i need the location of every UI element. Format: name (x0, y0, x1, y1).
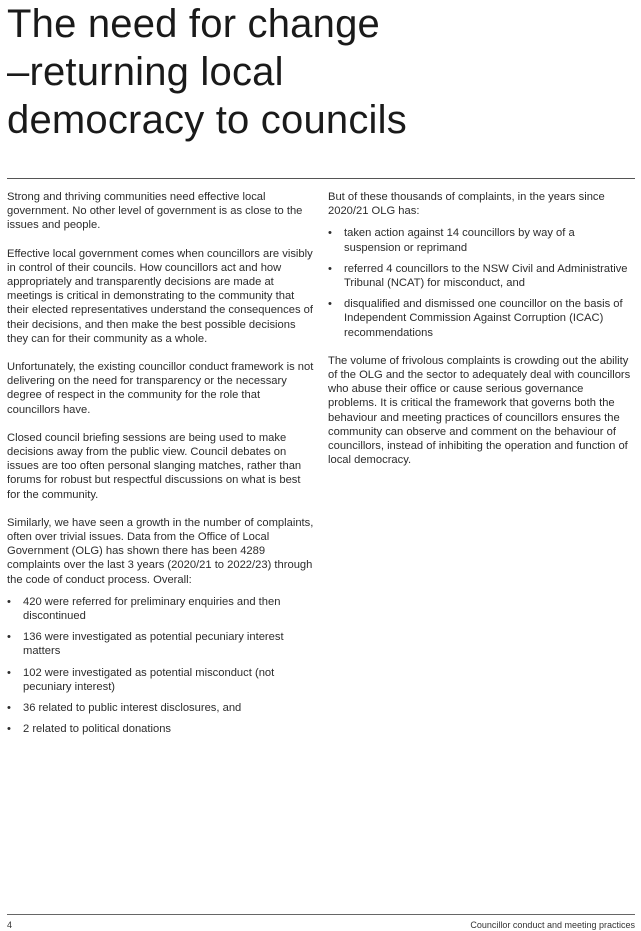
paragraph: Effective local government comes when councillors are visibly in control of their councils. How councillors act and how appropriately and transparently decisions are made at meetings is critical in demonstrating to the community that their elected representatives understand the consequences of their decisions, and then make the best possible decisions they can for their community as a whole. (7, 247, 313, 345)
olg-actions-list (328, 226, 634, 339)
list-item (7, 630, 315, 658)
paragraph: But of these thousands of complaints, in the years since 2020/21 OLG has: (328, 191, 605, 218)
complaints-breakdown-list (7, 595, 315, 737)
left-column (7, 190, 315, 751)
paragraph: Unfortunately, the existing councillor conduct framework is not delivering on the need for transparency or the necessary degree of respect in the community for the role that councillors have. (7, 361, 314, 416)
list-item-text: disqualified and dismissed one councillor on the basis of Independent Commission Against Corruption (ICAC) recommendations (344, 298, 623, 339)
bullet-icon: • (7, 723, 11, 736)
page-title-line-2: –returning local (7, 50, 284, 94)
list-item-text: referred 4 councillors to the NSW Civil and Administrative Tribunal (NCAT) for misconduct, and (344, 262, 628, 290)
title-divider (7, 178, 635, 179)
list-item-text: 420 were referred for preliminary enquiries and then discontinued (23, 595, 281, 623)
list-item (328, 297, 634, 340)
footer-document-title: Councillor conduct and meeting practices (470, 920, 635, 930)
list-item-text: 2 related to political donations (23, 723, 172, 736)
list-item (7, 595, 315, 623)
bullet-icon: • (7, 631, 11, 644)
page-title-line-1: The need for change (7, 2, 380, 46)
paragraph: Similarly, we have seen a growth in the number of complaints, often over trivial issues. Data from the Office of Local Government (OLG) has shown there has been 4289 complaints over the last 3 years (2020/21 to 2022/23) through the code of conduct process. Overall: (7, 516, 314, 586)
list-item (7, 701, 315, 715)
footer-divider (7, 914, 635, 915)
list-item-text: 36 related to public interest disclosures, and (23, 702, 242, 715)
paragraph: Strong and thriving communities need effective local government. No other level of government is as close to the issues and people. (7, 191, 303, 232)
page-title-line-3: democracy to councils (7, 98, 407, 142)
list-item (328, 262, 634, 290)
bullet-icon: • (7, 702, 11, 715)
bullet-icon: • (328, 227, 332, 240)
page-number: 4 (7, 920, 13, 930)
bullet-icon: • (328, 262, 332, 275)
list-item (328, 226, 634, 254)
list-item (7, 666, 315, 694)
list-item-text: 136 were investigated as potential pecuniary interest matters (23, 631, 284, 658)
right-column (328, 190, 634, 481)
list-item-text: 102 were investigated as potential misconduct (not pecuniary interest) (23, 666, 275, 693)
list-item-text: taken action against 14 councillors by way of a suspension or reprimand (344, 227, 575, 254)
list-item (7, 722, 315, 736)
paragraph: The volume of frivolous complaints is crowding out the ability of the OLG and the sector to adequately deal with councillors who abuse their office or cause serious governance problems. It is critical the framework that governs both the behaviour and meeting practices of councillors ensures the community can observe and comment on the behaviour of councillors, instead of inhibiting the operation and function of local democracy. (328, 354, 631, 467)
paragraph: Closed council briefing sessions are being used to make decisions away from the public view. Council debates on issues are too often personal slanging matches, rather than forums for robust but respectful discussions on what is best for the community. (7, 431, 302, 501)
page-title (7, 0, 627, 144)
bullet-icon: • (7, 666, 11, 679)
bullet-icon: • (328, 298, 332, 311)
bullet-icon: • (7, 595, 11, 608)
